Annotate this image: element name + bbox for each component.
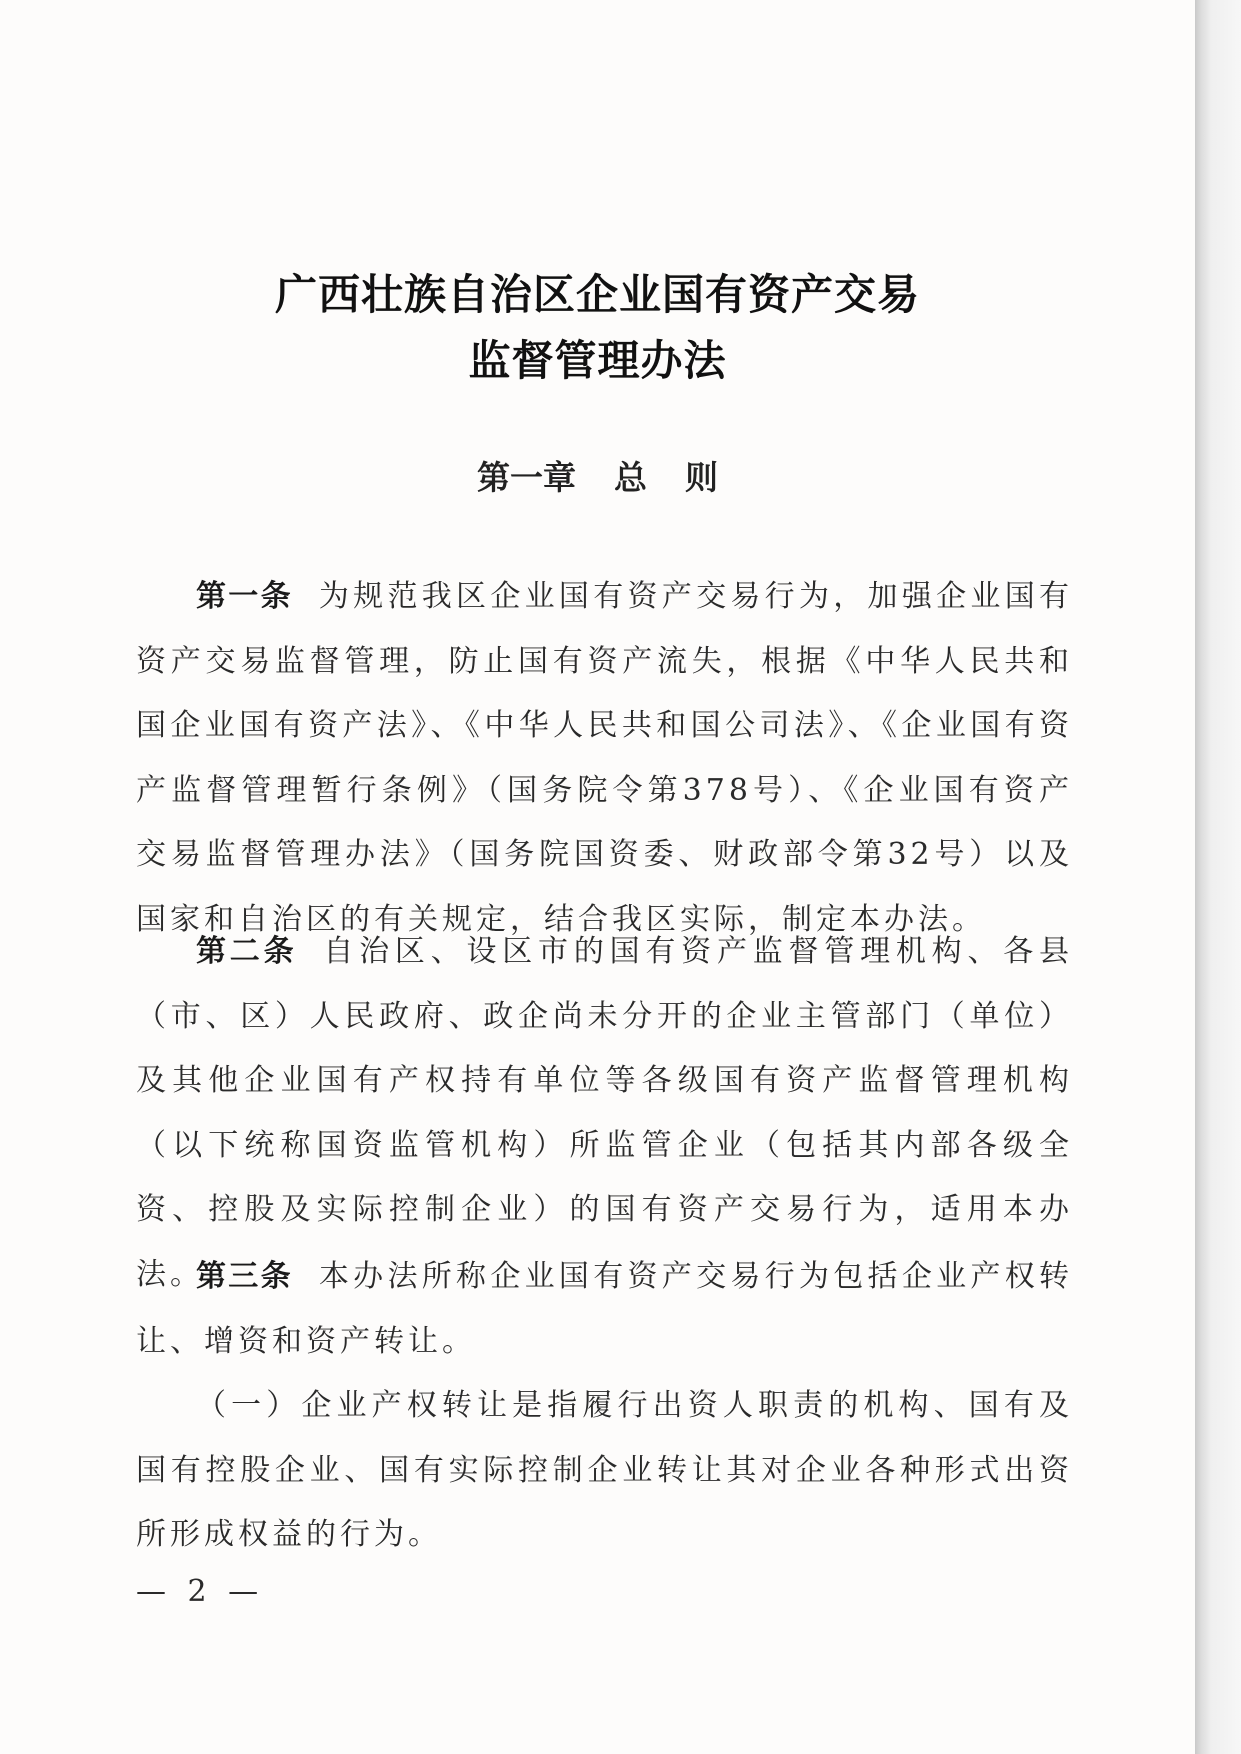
article-2-heading: 第二条 — [196, 934, 298, 969]
chapter-name-1: 总 — [614, 458, 647, 497]
article-3-heading: 第三条 — [196, 1259, 293, 1294]
document-title — [0, 262, 1195, 394]
title-line-1: 广西壮族自治区企业国有资产交易 — [274, 270, 920, 319]
scan-edge — [1195, 0, 1241, 1754]
chapter-name-2: 则 — [685, 458, 718, 497]
title-line-2: 监督管理办法 — [468, 336, 727, 385]
chapter-number: 第一章 — [477, 458, 576, 497]
article-3-item-1-text: （一）企业产权转让是指履行出资人职责的机构、国有及国有控股企业、国有实际控制企业转让其对企业各种形式出资所形成权益的行为。 — [136, 1388, 1073, 1552]
article-3-item-1 — [136, 1374, 1073, 1568]
page-number: — 2 — — [136, 1574, 265, 1609]
article-1-text: 为规范我区企业国有资产交易行为，加强企业国有资产交易监督管理，防止国有资产流失，根据《中华人民共和国企业国有资产法》、《中华人民共和国公司法》、《企业国有资产监督管理暂行条例》（国务院令第378号）、《企业国有资产交易监督管理办法》（国务院国资委、财政部令第32号）以及国家和自治区的有关规定，结合我区实际，制定本办法。 — [136, 579, 1073, 937]
article-2-text: 自治区、设区市的国有资产监督管理机构、各县（市、区）人民政府、政企尚未分开的企业主管部门（单位）及其他企业国有产权持有单位等各级国有资产监督管理机构（以下统称国资监管机构）所监管企业（包括其内部各级全资、控股及实际控制企业）的国有资产交易行为，适用本办法。 — [136, 934, 1074, 1292]
article-1 — [136, 565, 1073, 952]
chapter-heading — [0, 452, 1195, 499]
article-3-text: 本办法所称企业国有资产交易行为包括企业产权转让、增资和资产转让。 — [136, 1259, 1073, 1359]
article-3 — [136, 1245, 1073, 1374]
article-1-heading: 第一条 — [196, 579, 293, 614]
